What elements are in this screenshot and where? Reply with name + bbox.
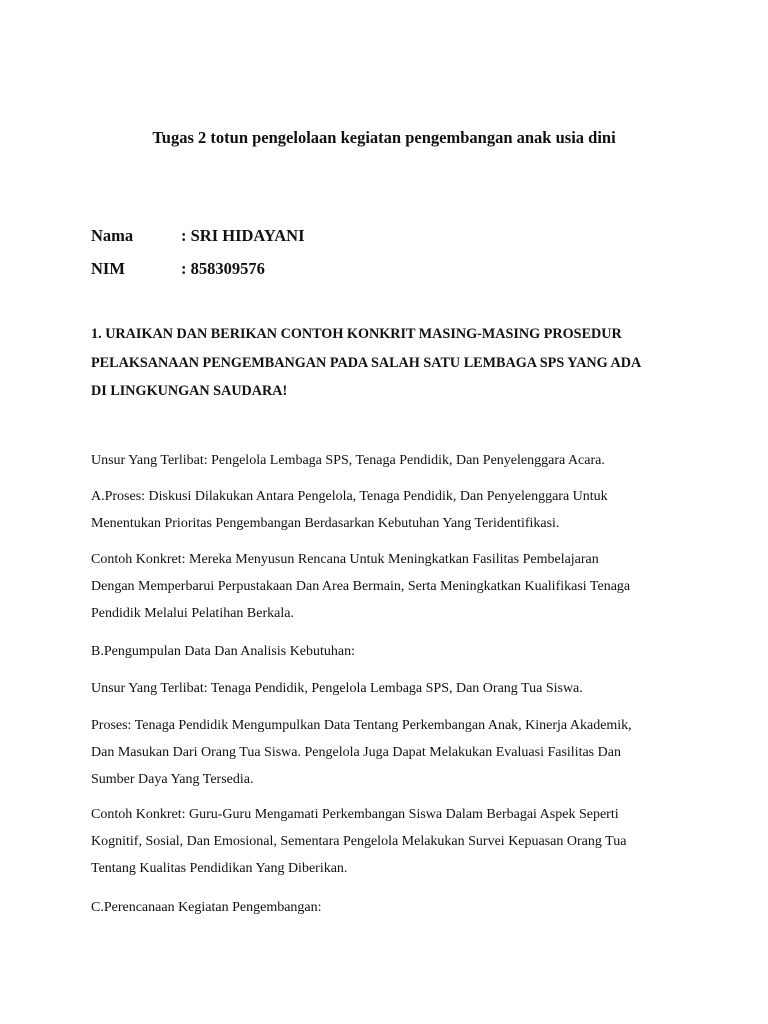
- paragraph-line: A.Proses: Diskusi Dilakukan Antara Pengelola, Tenaga Pendidik, Dan Penyelenggara Untuk: [91, 489, 608, 504]
- paragraph-line: Unsur Yang Terlibat: Pengelola Lembaga SPS, Tenaga Pendidik, Dan Penyelenggara Acara.: [91, 453, 605, 468]
- identity-row-name: [91, 225, 304, 247]
- question-line: PELAKSANAAN PENGEMBANGAN PADA SALAH SATU LEMBAGA SPS YANG ADA: [91, 354, 642, 371]
- question-heading: [91, 320, 691, 406]
- paragraph-contoh-2: [91, 801, 691, 882]
- identity-label: NIM: [91, 259, 125, 278]
- paragraph-contoh-1: [91, 546, 691, 627]
- paragraph-line: B.Pengumpulan Data Dan Analisis Kebutuhan:: [91, 644, 356, 659]
- paragraph-line: Pendidik Melalui Pelatihan Berkala.: [91, 606, 294, 621]
- paragraph-unsur-1: [91, 447, 691, 474]
- paragraph-line: Dan Masukan Dari Orang Tua Siswa. Pengelola Juga Dapat Melakukan Evaluasi Fasilitas Dan: [91, 745, 621, 760]
- paragraph-section-b: [91, 638, 691, 665]
- paragraph-line: Dengan Memperbarui Perpustakaan Dan Area Bermain, Serta Meningkatkan Kualifikasi Tenaga: [91, 579, 631, 594]
- paragraph-line: C.Perencanaan Kegiatan Pengembangan:: [91, 900, 322, 915]
- identity-label: Nama: [91, 226, 134, 245]
- identity-row-nim: [91, 258, 265, 280]
- paragraph-line: Contoh Konkret: Mereka Menyusun Rencana Untuk Meningkatkan Fasilitas Pembelajaran: [91, 552, 599, 567]
- identity-value: : SRI HIDAYANI: [181, 226, 305, 245]
- paragraph-proses-b: [91, 712, 691, 793]
- question-line: 1. URAIKAN DAN BERIKAN CONTOH KONKRIT MASING-MASING PROSEDUR: [91, 326, 622, 342]
- paragraph-line: Sumber Daya Yang Tersedia.: [91, 772, 254, 787]
- paragraph-section-c: [91, 894, 691, 921]
- paragraph-unsur-2: [91, 675, 691, 702]
- document-title: Tugas 2 totun pengelolaan kegiatan pengembangan anak usia dini: [152, 128, 616, 147]
- identity-value: : 858309576: [181, 259, 265, 278]
- paragraph-line: Contoh Konkret: Guru-Guru Mengamati Perkembangan Siswa Dalam Berbagai Aspek Seperti: [91, 807, 619, 822]
- paragraph-line: Proses: Tenaga Pendidik Mengumpulkan Data Tentang Perkembangan Anak, Kinerja Akademik,: [91, 718, 632, 733]
- paragraph-line: Tentang Kualitas Pendidikan Yang Diberikan.: [91, 861, 348, 876]
- question-line: DI LINGKUNGAN SAUDARA!: [91, 383, 288, 399]
- paragraph-line: Unsur Yang Terlibat: Tenaga Pendidik, Pengelola Lembaga SPS, Dan Orang Tua Siswa.: [91, 681, 583, 696]
- paragraph-line: Kognitif, Sosial, Dan Emosional, Sementara Pengelola Melakukan Survei Kepuasan Orang Tua: [91, 834, 627, 849]
- paragraph-line: Menentukan Prioritas Pengembangan Berdasarkan Kebutuhan Yang Teridentifikasi.: [91, 516, 560, 531]
- paragraph-proses-a: [91, 483, 691, 537]
